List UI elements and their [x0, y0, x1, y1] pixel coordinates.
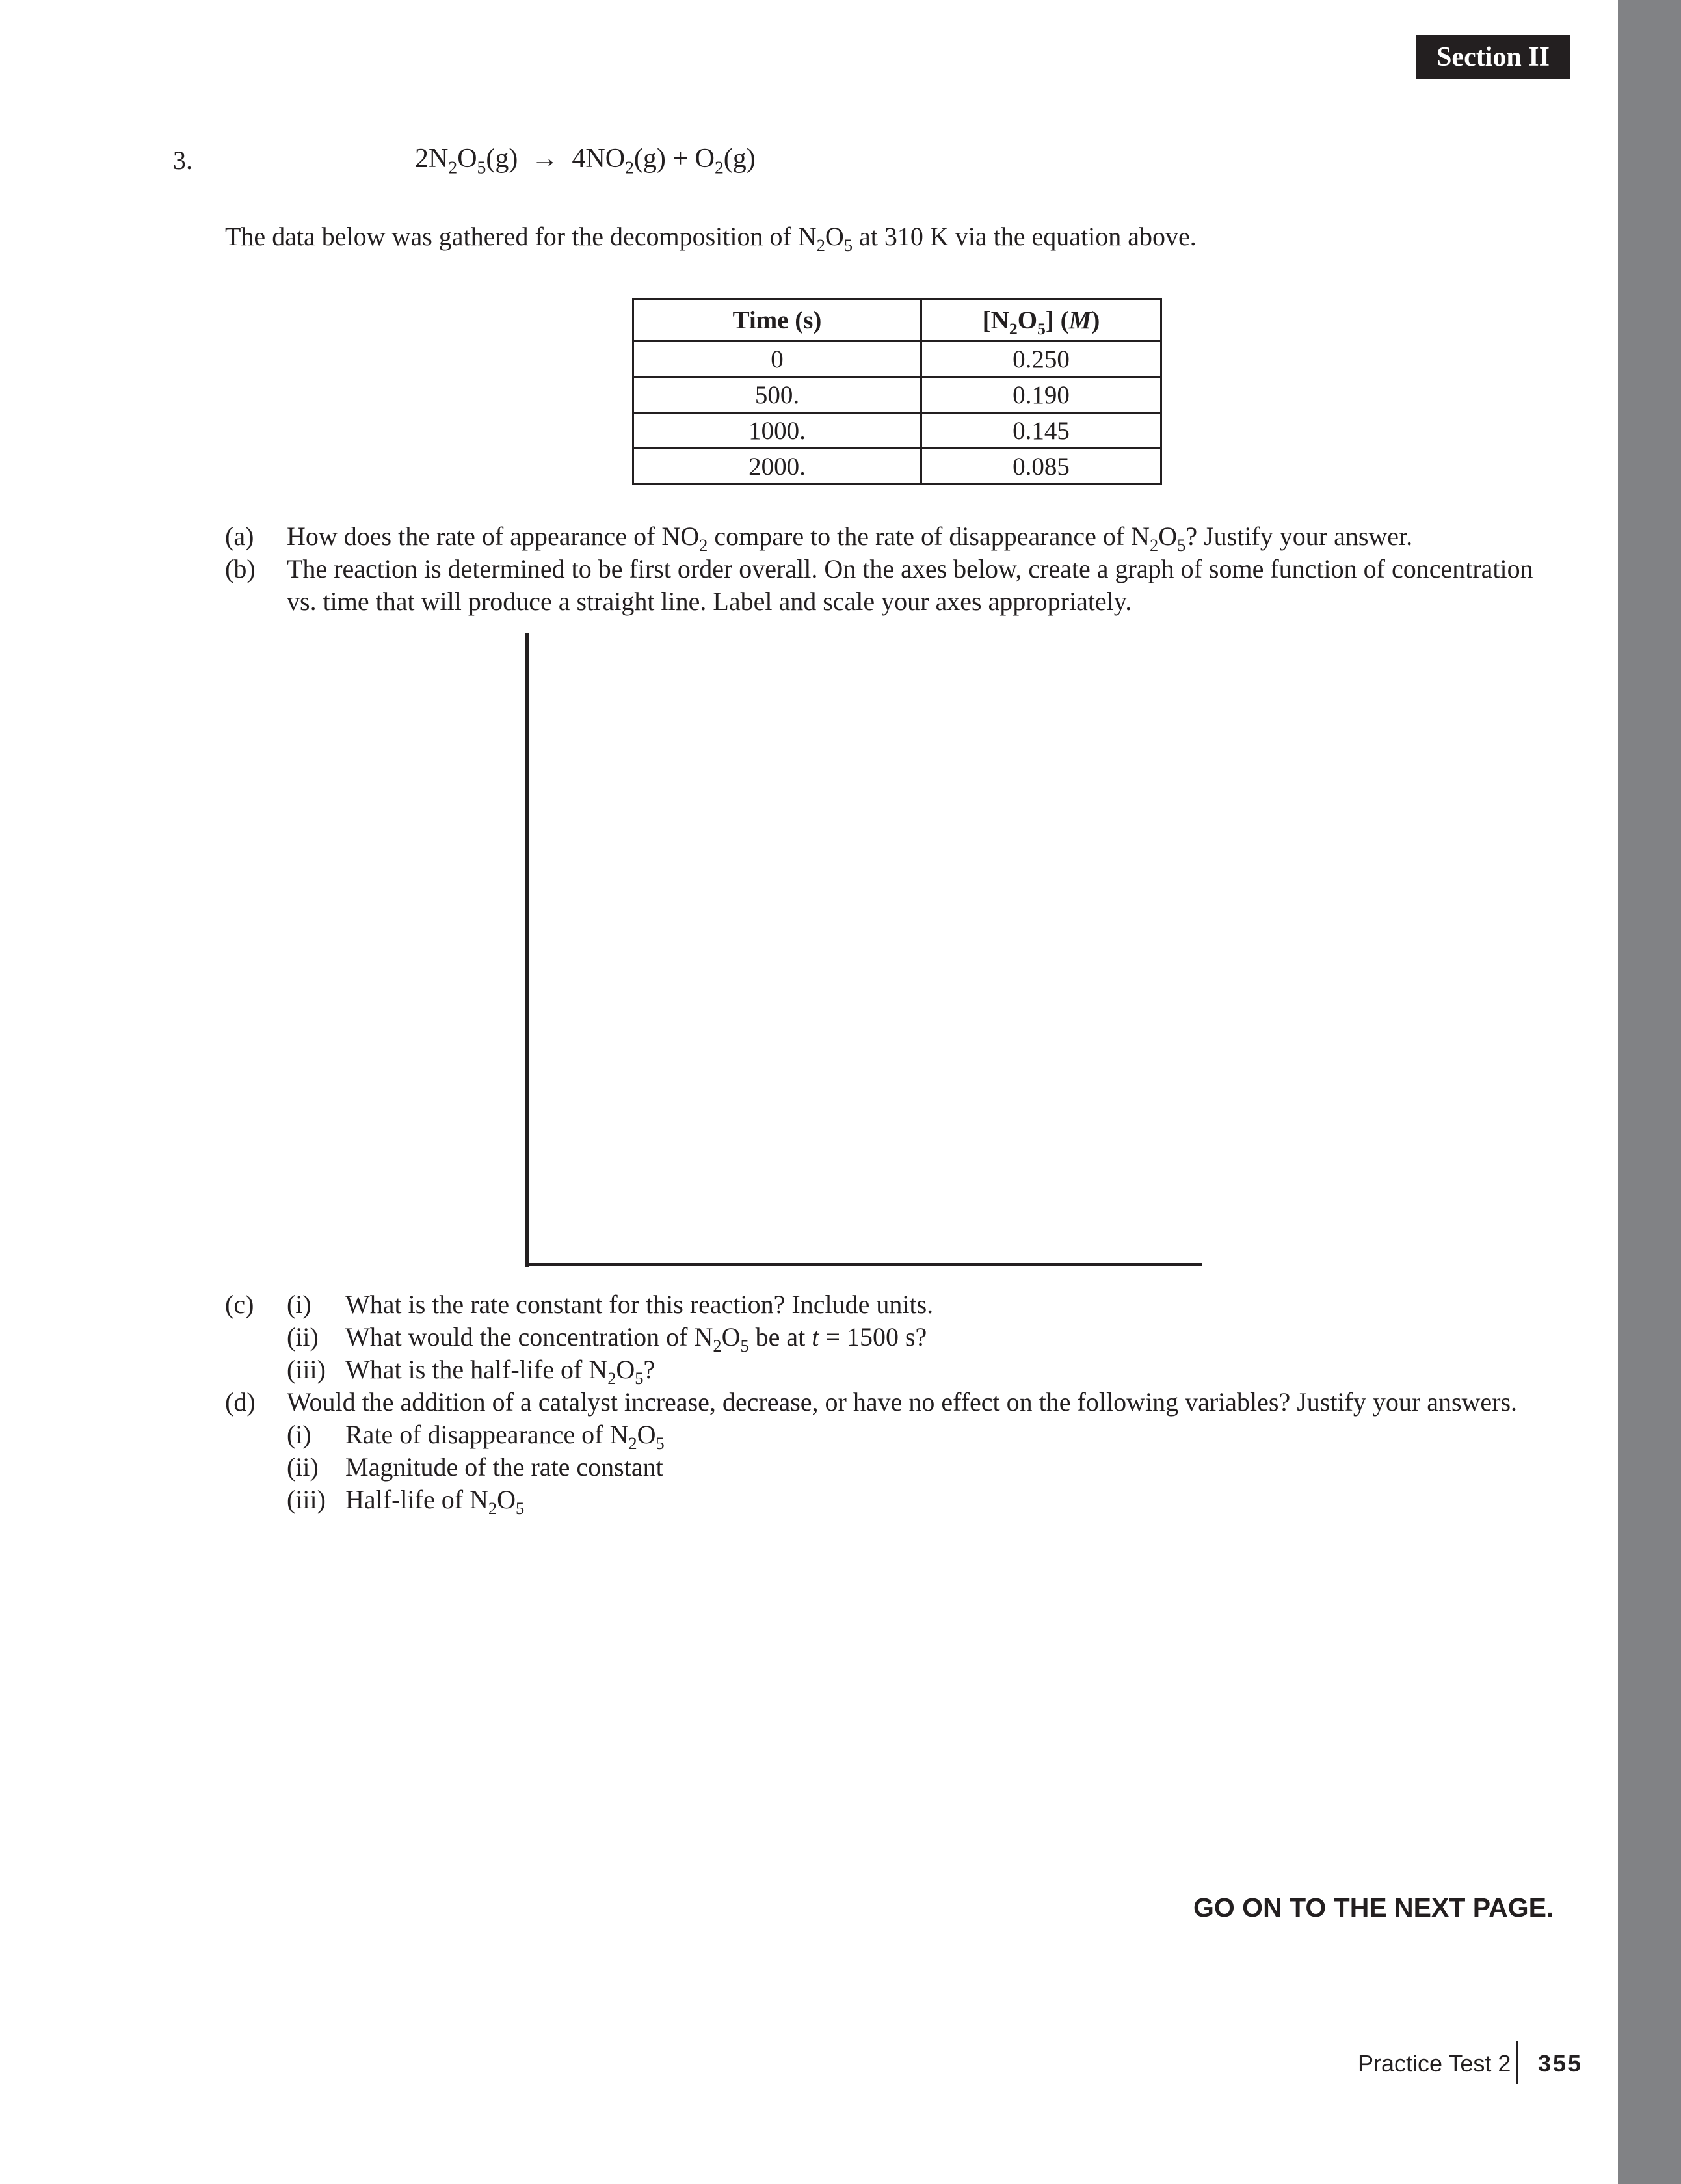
part-c-ii-label: (ii) [287, 1322, 319, 1352]
part-a-label: (a) [225, 522, 254, 551]
part-c-iii-label: (iii) [287, 1355, 326, 1384]
col-header-concentration: $[N_2O_5]$ (M) [921, 299, 1161, 341]
part-d-label: (d) [225, 1387, 256, 1417]
part-b-line2: vs. time that will produce a straight line. Label and scale your axes appropriately. [287, 587, 1132, 616]
footer-label: Practice Test 2 [1358, 2050, 1511, 2077]
time-cell: 0 [633, 341, 921, 377]
part-c-label: (c) [225, 1290, 254, 1319]
conc-cell: 0.145 [921, 413, 1161, 449]
part-d-iii-text: Half-life of $N_2O_5$ [345, 1485, 525, 1519]
table-row [633, 449, 1161, 485]
part-d-ii-text: Magnitude of the rate constant [345, 1452, 663, 1482]
conc-cell: 0.190 [921, 377, 1161, 413]
part-c-ii-text: What would the concentration of $N_2O_5$ be at t = 1500 s? [345, 1322, 927, 1356]
x-axis [525, 1263, 1202, 1266]
data-table [632, 298, 1162, 485]
table-row [633, 377, 1161, 413]
part-d-text: Would the addition of a catalyst increase, decrease, or have no effect on the following variables? Justify your answers. [287, 1387, 1518, 1417]
part-d-i-label: (i) [287, 1420, 311, 1449]
next-page-notice: GO ON TO THE NEXT PAGE. [1193, 1893, 1554, 1923]
table-row [633, 413, 1161, 449]
y-axis [525, 633, 529, 1267]
part-b-line1: The reaction is determined to be first order overall. On the axes below, create a graph of some function of concentration [287, 554, 1533, 583]
time-cell: 500. [633, 377, 921, 413]
part-d-ii-label: (ii) [287, 1452, 319, 1482]
page-edge-bar [1618, 0, 1681, 2184]
reaction-equation: $2N_2O_5(g) \to 4NO_2(g) + O_2(g)$ [415, 144, 756, 178]
question-number: 3. [173, 146, 192, 175]
conc-cell: 0.085 [921, 449, 1161, 485]
part-c-iii-text: What is the half-life of $N_2O_5$? [345, 1355, 655, 1389]
table-row [633, 341, 1161, 377]
part-b-label: (b) [225, 554, 256, 583]
table-header-row [633, 299, 1161, 341]
part-c-i-label: (i) [287, 1290, 311, 1319]
section-badge: Section II [1416, 35, 1570, 79]
part-d-i-text: Rate of disappearance of $N_2O_5$ [345, 1420, 665, 1454]
intro-text: The data below was gathered for the decomposition of $N_2O_5$ at 310 K via the equation above. [225, 222, 1197, 256]
page-number: 355 [1538, 2050, 1583, 2077]
conc-cell: 0.250 [921, 341, 1161, 377]
part-c-i-text: What is the rate constant for this reaction? Include units. [345, 1290, 934, 1319]
footer-separator [1516, 2041, 1518, 2084]
col-header-time: Time (s) [633, 299, 921, 341]
time-cell: 2000. [633, 449, 921, 485]
blank-graph-axes[interactable] [525, 633, 1205, 1267]
time-cell: 1000. [633, 413, 921, 449]
part-d-iii-label: (iii) [287, 1485, 326, 1514]
part-a-text: How does the rate of appearance of $NO_2$ compare to the rate of disappearance of $N_2O_5$? Justify your answer. [287, 522, 1413, 555]
